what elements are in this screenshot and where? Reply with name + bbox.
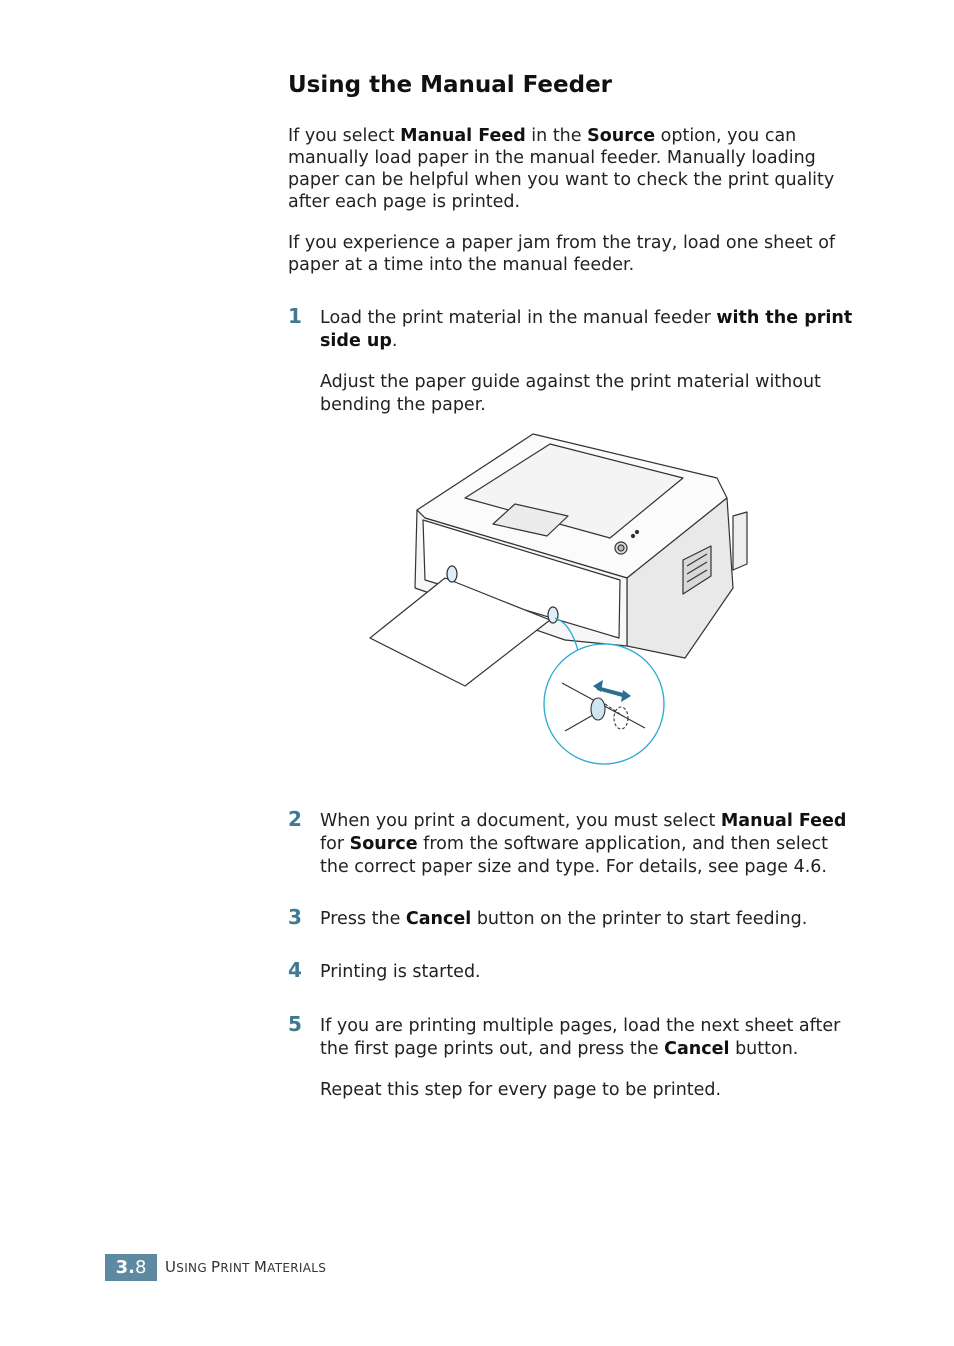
bold-text: Cancel (664, 1039, 730, 1059)
page-number-badge (105, 1254, 157, 1281)
text: option, you can manually load paper in the manual feeder. Manually loading paper can be helpful when you want to check the print quality after each page is printed. (288, 126, 835, 212)
step-number: 2 (288, 807, 302, 831)
step-number: 4 (288, 958, 302, 982)
printer-manual-feeder-icon (365, 428, 750, 768)
bold-text: Source (587, 126, 656, 146)
bold-text: Source (349, 834, 418, 854)
intro-paragraph-1 (288, 125, 858, 213)
page-number: 8 (134, 1257, 147, 1278)
text: for (320, 834, 350, 854)
text: RINT (220, 1261, 254, 1275)
step-5-note: Repeat this step for every page to be printed. (320, 1080, 722, 1100)
step-number: 1 (288, 304, 302, 328)
text: P (211, 1258, 221, 1276)
step-3-text (320, 908, 860, 931)
step-number: 5 (288, 1012, 302, 1036)
text: button. (729, 1039, 799, 1059)
text: If you are printing multiple pages, load the next sheet after the first page prints out, and press the (320, 1016, 841, 1059)
text: from the software application, and then select the correct paper size and type. For details, see page 4.6. (320, 834, 828, 877)
step-number: 3 (288, 905, 302, 929)
text: button on the printer to start feeding. (471, 909, 808, 929)
page-title: Using the Manual Feeder (288, 72, 613, 98)
step-1-note: Adjust the paper guide against the print material without bending the paper. (320, 372, 821, 415)
text: When you print a document, you must select (320, 811, 721, 831)
text: SING (176, 1261, 212, 1275)
text: Press the (320, 909, 406, 929)
printer-figure (365, 428, 750, 768)
text: If you select (288, 126, 401, 146)
text: ATERIALS (267, 1261, 327, 1275)
step-1-text (320, 307, 860, 353)
text: Load the print material in the manual feeder (320, 308, 717, 328)
chapter-title (165, 1258, 326, 1276)
text: in the (525, 126, 588, 146)
bold-text: with the print side up (320, 308, 853, 351)
text: . (391, 331, 398, 351)
bold-text: Cancel (405, 909, 472, 929)
text: U (165, 1258, 177, 1276)
step-4-text: Printing is started. (320, 962, 481, 982)
bold-text: Manual Feed (400, 126, 526, 146)
chapter-number: 3. (115, 1257, 135, 1278)
step-2-text (320, 810, 860, 879)
text: M (253, 1258, 268, 1276)
bold-text: Manual Feed (720, 811, 847, 831)
intro-paragraph-2: If you experience a paper jam from the tray, load one sheet of paper at a time into the manual feeder. (288, 233, 836, 275)
step-5-text (320, 1015, 860, 1061)
